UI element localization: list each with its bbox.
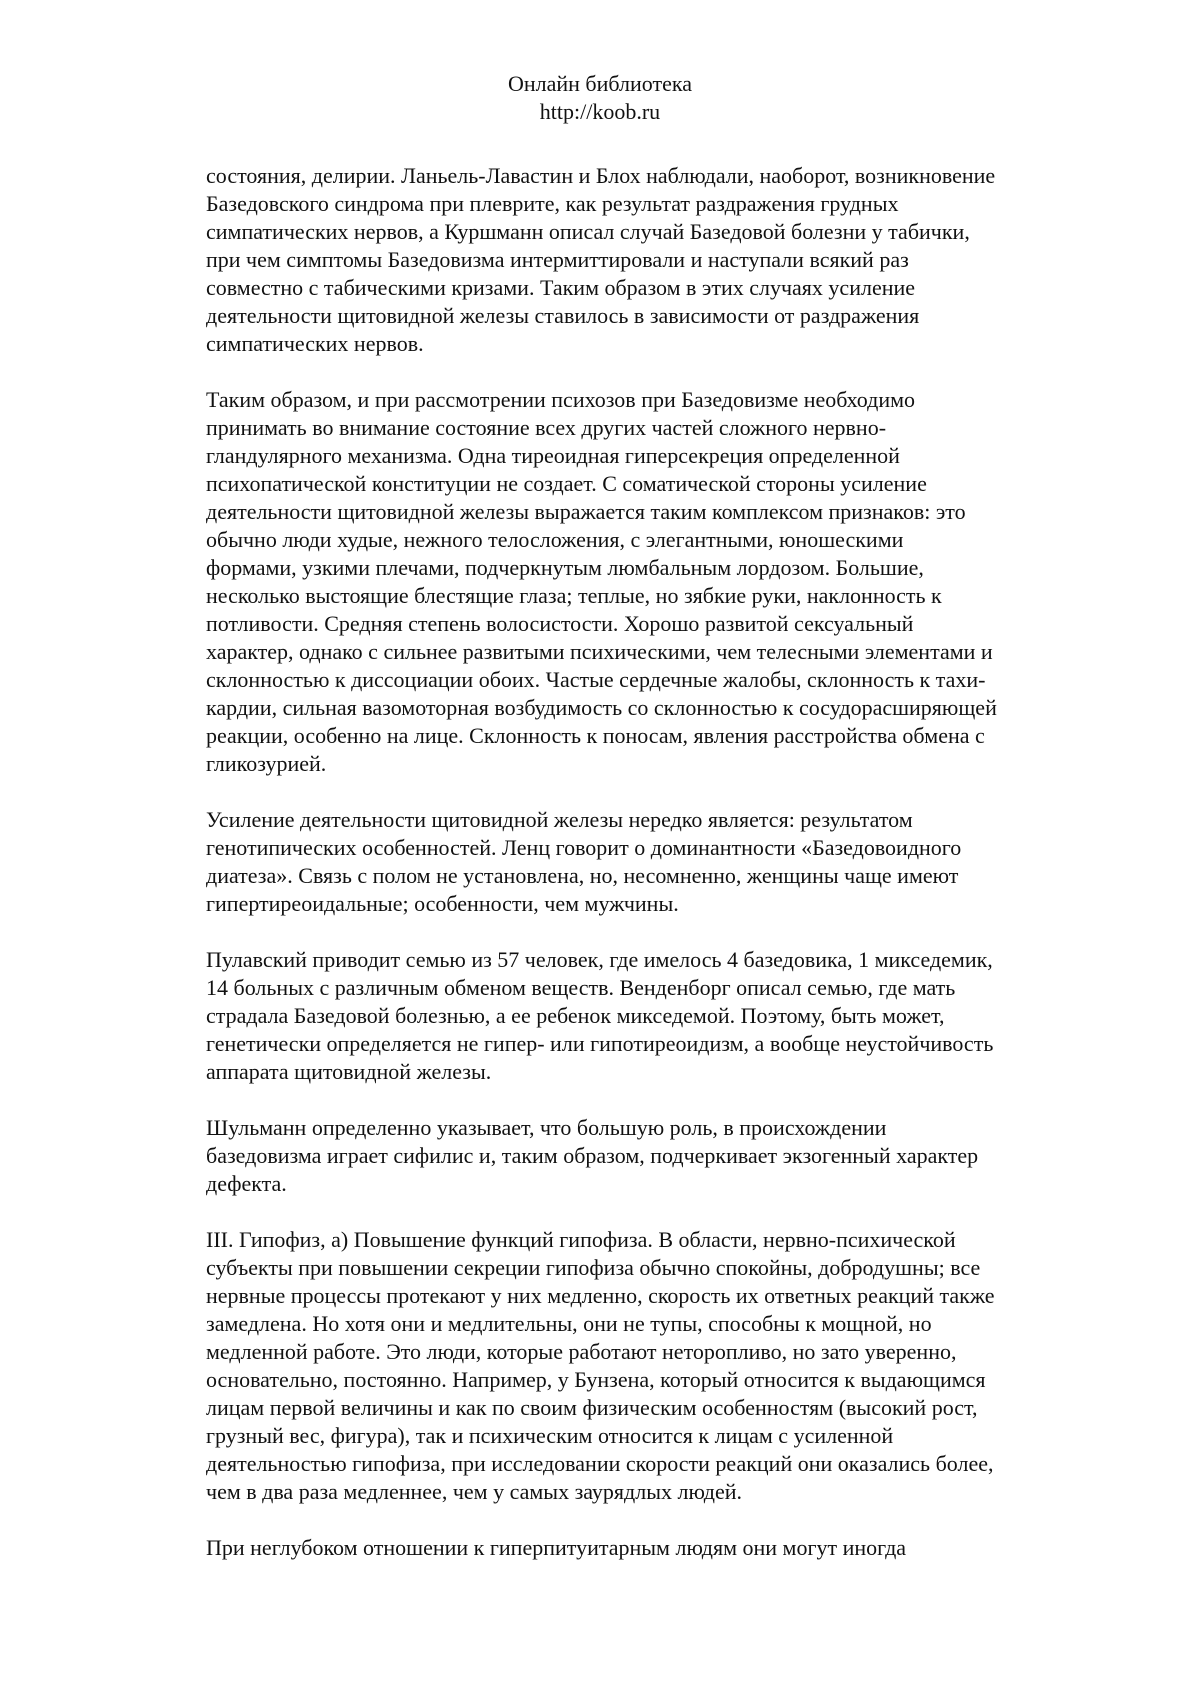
- text-line: гликозурией.: [206, 751, 327, 776]
- paragraph: [206, 806, 1092, 918]
- paragraph: [206, 162, 1092, 358]
- text-line: При неглубоком отношении к гиперпитуитарным людям они могут иногда: [206, 1535, 907, 1560]
- library-url: http://koob.ru: [539, 99, 661, 124]
- text-line: страдала Базедовой болезнью, а ее ребенок микседемой. Поэтому, быть может,: [206, 1003, 945, 1028]
- text-line: генетически определяется не гипер- или гипотиреоидизм, а вообще неустойчивость: [206, 1031, 994, 1056]
- paragraph: [206, 1534, 1092, 1562]
- library-title: Онлайн библиотека: [507, 71, 693, 96]
- text-line: симпатических нервов, а Куршманн описал случай Базедовой болезни у табички,: [206, 219, 970, 244]
- text-line: при чем симптомы Базедовизма интермиттировали и наступали всякий раз: [206, 247, 909, 272]
- text-line: несколько выстоящие блестящие глаза; теплые, но зябкие руки, наклонность к: [206, 583, 942, 608]
- text-line: грузный вес, фигура), так и психическим относится к лицам с усиленной: [206, 1423, 894, 1448]
- text-line: обычно люди худые, нежного телосложения, с элегантными, юношескими: [206, 527, 904, 552]
- text-line: деятельности щитовидной железы ставилось в зависимости от раздражения: [206, 303, 920, 328]
- text-line: симпатических нервов.: [206, 331, 424, 356]
- text-line: гландулярного механизма. Одна тиреоидная гиперсекреция определенной: [206, 443, 900, 468]
- text-line: генотипических особенностей. Ленц говорит о доминантности «Базедовоидного: [206, 835, 962, 860]
- text-line: субъекты при повышении секреции гипофиза обычно спокойны, добродушны; все: [206, 1255, 981, 1280]
- text-line: принимать во внимание состояние всех других частей сложного нервно-: [206, 415, 887, 440]
- text-line: склонностью к диссоциации обоих. Частые сердечные жалобы, склонность к тахи-: [206, 667, 986, 692]
- text-line: основательно, постоянно. Например, у Бунзена, который относится к выдающимся: [206, 1367, 986, 1392]
- paragraph: [206, 946, 1092, 1086]
- text-line: нервные процессы протекают у них медленно, скорость их ответных реакций также: [206, 1283, 995, 1308]
- text-line: замедлена. Но хотя они и медлительны, они не тупы, способны к мощной, но: [206, 1311, 932, 1336]
- text-line: III. Гипофиз, а) Повышение функций гипофиза. В области, нервно-психической: [206, 1227, 956, 1252]
- text-line: диатеза». Связь с полом не установлена, но, несомненно, женщины чаще имеют: [206, 863, 959, 888]
- document-body: [206, 162, 1092, 1590]
- text-line: лицам первой величины и как по своим физическим особенностям (высокий рост,: [206, 1395, 978, 1420]
- text-line: аппарата щитовидной железы.: [206, 1059, 492, 1084]
- text-line: деятельностью гипофиза, при исследовании скорости реакций они оказались более,: [206, 1451, 994, 1476]
- text-line: потливости. Средняя степень волосистости. Хорошо развитой сексуальный: [206, 611, 914, 636]
- text-line: гипертиреоидальные; особенности, чем мужчины.: [206, 891, 679, 916]
- text-line: чем в два раза медленнее, чем у самых заурядлых людей.: [206, 1479, 743, 1504]
- text-line: психопатической конституции не создает. С соматической стороны усиление: [206, 471, 927, 496]
- text-line: деятельности щитовидной железы выражается таким комплексом признаков: это: [206, 499, 966, 524]
- text-line: состояния, делирии. Ланьель-Лавастин и Блох наблюдали, наоборот, возникновение: [206, 163, 996, 188]
- text-line: Шульманн определенно указывает, что большую роль, в происхождении: [206, 1115, 887, 1140]
- paragraph: [206, 1226, 1092, 1506]
- text-line: Базедовского синдрома при плеврите, как результат раздражения грудных: [206, 191, 899, 216]
- page-header: [0, 70, 1200, 126]
- text-line: дефекта.: [206, 1171, 287, 1196]
- text-line: совместно с табическими кризами. Таким образом в этих случаях усиление: [206, 275, 916, 300]
- text-line: реакции, особенно на лице. Склонность к поносам, явления расстройства обмена с: [206, 723, 985, 748]
- text-line: Пулавский приводит семью из 57 человек, где имелось 4 базедовика, 1 микседемик,: [206, 947, 993, 972]
- text-line: характер, однако с сильнее развитыми психическими, чем телесными элементами и: [206, 639, 993, 664]
- text-line: формами, узкими плечами, подчеркнутым люмбальным лордозом. Большие,: [206, 555, 924, 580]
- text-line: Усиление деятельности щитовидной железы нередко является: результатом: [206, 807, 913, 832]
- text-line: базедовизма играет сифилис и, таким образом, подчеркивает экзогенный характер: [206, 1143, 979, 1168]
- text-line: кардии, сильная вазомоторная возбудимость со склонностью к сосудорасширяющей: [206, 695, 997, 720]
- text-line: медленной работе. Это люди, которые работают неторопливо, но зато уверенно,: [206, 1339, 957, 1364]
- text-line: 14 больных с различным обменом веществ. Венденборг описал семью, где мать: [206, 975, 956, 1000]
- paragraph: [206, 1114, 1092, 1198]
- text-line: Таким образом, и при рассмотрении психозов при Базедовизме необходимо: [206, 387, 916, 412]
- paragraph: [206, 386, 1092, 778]
